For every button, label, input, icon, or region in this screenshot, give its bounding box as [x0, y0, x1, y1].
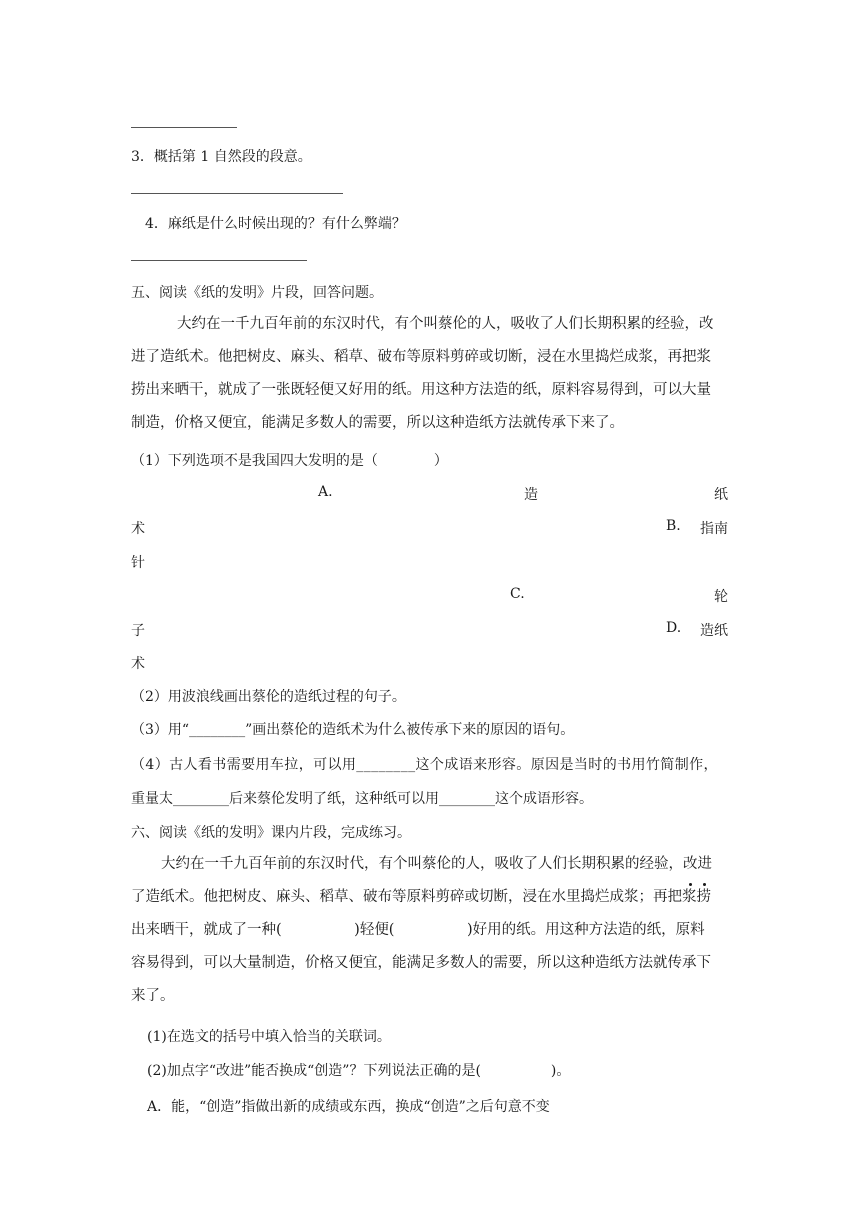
section-5-question-3: （3）用“________”画出蔡伦的造纸术为什么被传承下来的原因的语句。 [131, 722, 575, 738]
passage-line: 捞出来晒干，就成了一张既轻便又好用的纸。用这种方法造的纸，原料容易得到，可以大量 [131, 382, 711, 398]
option-d-text: 术 [131, 656, 145, 672]
option-c-text: 轮 [714, 589, 728, 605]
option-d-text: 造纸 [700, 623, 728, 639]
passage-line: 了造纸术。他把树皮、麻头、稻草、破布等原料剪碎或切断，浸在水里捣烂成浆；再把浆捞 [131, 889, 711, 905]
section-5-passage [131, 308, 731, 440]
option-c-letter: C. [510, 586, 525, 602]
section-6-option-a: A．能，“创造”指做出新的成绩或东西，换成“创造”之后句意不变 [147, 1099, 550, 1115]
answer-blank-line [131, 260, 307, 261]
option-a-text: 造 [524, 487, 538, 503]
passage-line: 来了。 [131, 988, 175, 1004]
question-4: 4．麻纸是什么时候出现的？有什么弊端？ [145, 216, 406, 232]
option-d-letter: D. [666, 620, 682, 636]
section-5-title: 五、阅读《纸的发明》片段，回答问题。 [131, 285, 383, 301]
option-b-text: 指南 [700, 521, 728, 537]
emphasis-dot-char: 改 [683, 848, 698, 881]
answer-blank-line [131, 193, 343, 194]
section-6-title: 六、阅读《纸的发明》课内片段，完成练习。 [131, 825, 411, 841]
option-a-text: 纸 [714, 487, 728, 503]
section-5-question-1: （1）下列选项不是我国四大发明的是（ ） [131, 453, 448, 469]
section-6-question-2: (2)加点字“改进”能否换成“创造”？下列说法正确的是( )。 [147, 1063, 571, 1079]
option-a-text: 术 [131, 521, 145, 537]
section-5-question-2: （2）用波浪线画出蔡伦的造纸过程的句子。 [131, 689, 406, 705]
section-6-question-1: (1)在选文的括号中填入恰当的关联词。 [147, 1029, 391, 1045]
passage-line [131, 848, 731, 881]
passage-line: 制造，价格又便宜，能满足多数人的需要，所以这种造纸方法就传承下来了。 [131, 415, 624, 431]
passage-line: 大约在一千九百年前的东汉时代，有个叫蔡伦的人，吸收了人们长期积累的经验，改 [177, 316, 714, 332]
passage-line: 进了造纸术。他把树皮、麻头、稻草、破布等原料剪碎或切断，浸在水里捣烂成浆，再把浆 [131, 349, 711, 365]
passage-line: 出来晒干，就成了一种( )轻便( )好用的纸。用这种方法造的纸，原料 [131, 922, 705, 938]
option-b-text: 针 [131, 555, 145, 571]
answer-blank-line [131, 127, 237, 128]
passage-line: 容易得到，可以大量制造，价格又便宜，能满足多数人的需要，所以这种造纸方法就传承下 [131, 955, 711, 971]
question-3: 3．概括第 1 自然段的段意。 [131, 149, 312, 165]
option-b-letter: B. [666, 518, 681, 534]
option-a-letter: A. [318, 484, 333, 500]
section-5-question-4: （4）古人看书需要用车拉，可以用________这个成语来形容。原因是当时的书用竹简制作， [131, 757, 718, 773]
emphasis-dot-char: 进 [698, 848, 713, 881]
passage-text: 大约在一千九百年前的东汉时代，有个叫蔡伦的人，吸收了人们长期积累的经验， [161, 856, 683, 872]
option-c-text: 子 [131, 623, 145, 639]
section-6-passage [131, 848, 731, 1013]
section-5-question-4-cont: 重量太________后来蔡伦发明了纸，这种纸可以用________这个成语形容。 [131, 791, 593, 807]
